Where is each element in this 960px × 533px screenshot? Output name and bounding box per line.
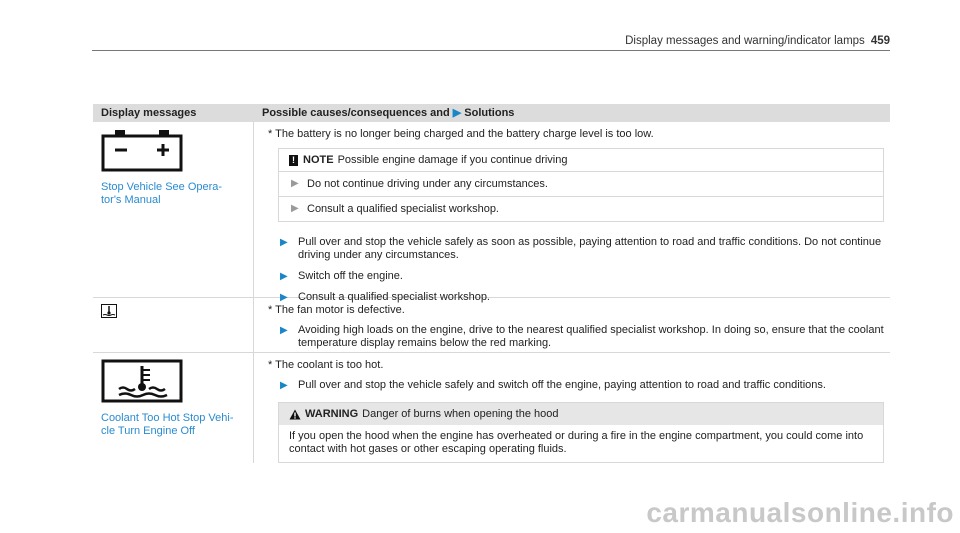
cause-text: * The fan motor is defective.	[268, 304, 405, 316]
page-number: 459	[870, 35, 890, 47]
solution-step: ▶ Pull over and stop the vehicle safely and switch off the engine, paying attention to road and traffic conditions.	[280, 379, 826, 391]
step-arrow-icon: ▶	[280, 237, 288, 248]
note-step: ▶ Do not continue driving under any circumstances.	[279, 171, 883, 196]
header-title: Display messages and warning/indicator lamps	[625, 35, 865, 47]
warning-label: WARNING	[305, 408, 359, 420]
message-cell	[93, 122, 254, 297]
cause-cell	[254, 122, 890, 303]
solution-step: ▶ Consult a qualified specialist workshop.	[280, 291, 490, 303]
step-arrow-icon: ▶	[280, 325, 288, 336]
warning-triangle-icon	[289, 409, 301, 420]
col-header-messages: Display messages	[101, 107, 197, 119]
table-row	[93, 122, 890, 303]
step-arrow-icon: ▶	[280, 380, 288, 391]
warning-box	[278, 402, 884, 463]
message-text: Coolant Too Hot Stop Vehi- cle Turn Engine Off	[101, 412, 234, 437]
coolant-small-icon	[101, 304, 117, 318]
message-cell	[93, 353, 254, 463]
coolant-temperature-icon	[101, 359, 183, 403]
note-box	[278, 148, 884, 222]
step-arrow-icon: ▶	[291, 203, 299, 214]
col-header-causes-text: Possible causes/consequences and	[262, 107, 450, 119]
solution-step: ▶ Switch off the engine.	[280, 270, 403, 282]
solution-step: ▶ Pull over and stop the vehicle safely as soon as possible, paying attention to road and traffic conditions. Do not continue driving under any circumstances.	[280, 236, 882, 261]
note-text: Possible engine damage if you continue driving	[337, 154, 568, 166]
note-label: NOTE	[303, 154, 334, 166]
warning-body: If you open the hood when the engine has overheated or during a fire in the engine compartment, you could come into contact with hot gases or other escaping operating fluids.	[289, 430, 864, 455]
note-step: ▶ Consult a qualified specialist workshop.	[279, 196, 883, 221]
table-row	[93, 353, 890, 463]
message-text: Stop Vehicle See Opera- tor's Manual	[101, 181, 223, 206]
cause-text: * The coolant is too hot.	[268, 359, 384, 371]
cause-text: * The battery is no longer being charged and the battery charge level is too low.	[268, 128, 654, 140]
col-header-causes	[254, 104, 890, 122]
step-arrow-icon: ▶	[291, 178, 299, 189]
header-rule	[92, 50, 890, 51]
step-arrow-icon: ▶	[280, 292, 288, 303]
step-arrow-icon: ▶	[280, 271, 288, 282]
page-header	[625, 35, 890, 47]
col-header-solutions: Solutions	[464, 107, 515, 119]
warning-text: Danger of burns when opening the hood	[362, 408, 559, 420]
solution-step: ▶ Avoiding high loads on the engine, drive to the nearest qualified specialist workshop. In doing so, ensure that the coolant temperature display remains below the red marking.	[280, 324, 884, 349]
play-arrow-icon: ▶	[452, 107, 462, 119]
cause-cell	[254, 353, 890, 463]
message-cell	[93, 298, 254, 352]
note-icon: !	[289, 155, 298, 166]
battery-icon	[101, 128, 183, 172]
messages-table	[93, 104, 890, 463]
watermark: carmanualsonline.info	[646, 497, 954, 528]
table-header	[93, 104, 890, 122]
